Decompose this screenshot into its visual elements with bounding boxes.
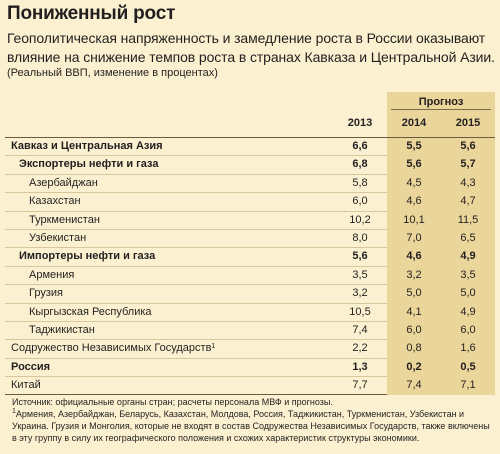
cell-2014: 7,0 [406,231,422,244]
footnote [12,408,492,444]
table-row [5,267,495,285]
cell-2014: 4,5 [406,176,422,189]
source-note: Источник: официальные органы стран; расчеты персонала МВФ и прогнозы. [12,397,333,407]
cell-2015: 4,9 [460,305,476,318]
row-label-text: Грузия [29,287,63,300]
cell-2015: 7,1 [460,379,476,392]
row-label [29,267,74,284]
row-label-text: Экспортеры нефти и газа [19,158,159,171]
cell-2015: 6,5 [460,231,476,244]
cell-2014: 0,2 [406,360,422,373]
units-note: (Реальный ВВП, изменение в процентах) [7,67,218,79]
cell-2014: 3,2 [406,268,422,281]
cell-2014: 7,4 [406,379,422,392]
cell-2014: 4,1 [406,305,422,318]
row-label [29,304,152,321]
row-label [19,248,155,265]
cell-2014: 5,0 [406,287,422,300]
footnote-text: Армения, Азербайджан, Беларусь, Казахстан, Молдова, Россия, Таджикистан, Туркменистан, Узбекистан и Украина. Грузия и Монголия, которые не входят в состав Содружества Независимых Государств, также включены в эту группу в силу их географического положения и схожих характеристик структуры экономики. [12,409,490,443]
table-row [5,248,495,266]
cell-2015: 11,5 [457,213,479,226]
table-row [5,340,495,358]
cell-2015: 3,5 [460,268,476,281]
row-label-text: Кыргызская Республика [29,305,152,318]
table-body [5,137,495,395]
cell-2013: 6,8 [352,158,368,171]
year-header-2014: 2014 [401,117,427,129]
table-row [5,359,495,377]
row-label [29,193,81,210]
cell-2013: 7,4 [352,323,368,336]
cell-2013: 5,8 [352,176,368,189]
cell-2015: 6,0 [460,323,476,336]
table-row [5,304,495,322]
table-row [5,193,495,211]
row-label-text: Азербайджан [29,176,98,189]
cell-2014: 0,8 [406,342,422,355]
row-label-text: Армения [29,268,75,281]
cell-2013: 5,6 [352,250,368,263]
cell-2015: 1,6 [460,342,476,355]
cell-2014: 4,6 [406,250,422,263]
cell-2013: 2,2 [352,342,368,355]
cell-2015: 5,0 [460,287,476,300]
cell-2014: 4,6 [406,195,422,208]
cell-2014: 6,0 [406,323,422,336]
row-label [29,175,98,192]
table-row [5,138,495,156]
cell-2015: 4,3 [460,176,476,189]
row-label [11,340,215,357]
cell-2013: 7,7 [352,379,368,392]
cell-2015: 4,9 [460,250,476,263]
row-label-text: Содружество Независимых Государств [11,342,212,355]
year-header-row [5,117,495,135]
row-label-text: Казахстан [29,195,81,208]
row-label [11,377,41,394]
cell-2014: 10,1 [403,213,425,226]
row-label-text: Таджикистан [29,323,95,336]
cell-2013: 10,2 [349,213,371,226]
cell-2015: 5,7 [460,158,476,171]
row-label [29,322,95,339]
row-label-footnote-mark: 1 [211,343,216,351]
row-label-text: Туркменистан [29,213,100,226]
cell-2014: 5,5 [406,140,422,152]
footnote-mark: 1 [12,408,16,415]
cell-2013: 3,5 [352,268,368,281]
year-header-2015: 2015 [455,117,481,129]
row-label-text: Узбекистан [29,231,87,244]
table-row [5,212,495,230]
cell-2013: 6,0 [352,195,368,208]
row-label-text: Кавказ и Центральная Азия [11,140,163,152]
cell-2015: 0,5 [460,360,476,373]
table-row [5,377,495,395]
row-label [29,212,100,229]
cell-2013: 10,5 [349,305,371,318]
table-row [5,322,495,340]
row-label [11,359,50,376]
cell-2013: 6,6 [352,140,368,152]
cell-2015: 4,7 [460,195,476,208]
subtitle: Геополитическая напряженность и замедление роста в России оказывают влияние на снижение темпов роста в странах Кавказа и Центральной Азии. [7,30,495,65]
year-header-2013: 2013 [347,117,373,129]
forecast-label: Прогноз [418,96,464,108]
cell-2013: 8,0 [352,231,368,244]
notes [12,396,492,444]
cell-2013: 3,2 [352,287,368,300]
row-label [19,156,158,173]
row-label-text: Импортеры нефти и газа [19,250,156,263]
cell-2014: 5,6 [406,158,422,171]
page-title: Пониженный рост [7,3,176,24]
row-label-text: Россия [11,360,51,373]
row-label [11,138,163,155]
cell-2015: 5,6 [460,140,476,152]
table-row [5,156,495,174]
table-row [5,175,495,193]
row-label [29,230,86,247]
cell-2013: 1,3 [352,360,368,373]
forecast-divider [391,109,491,110]
row-label-text: Китай [11,379,41,392]
table-row [5,285,495,303]
row-label [29,285,63,302]
table-row [5,230,495,248]
